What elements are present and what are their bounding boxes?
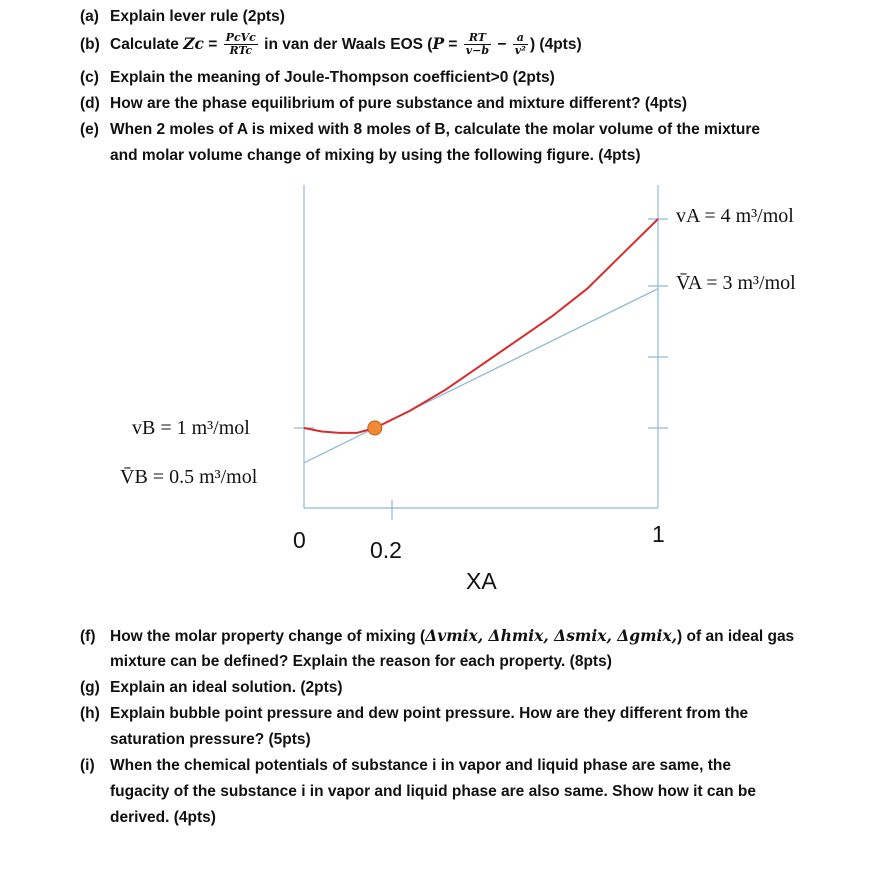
question-i-line2: fugacity of the substance i in vapor and liquid phase are also same. Show how it can be [110,783,756,800]
question-b: (b) Calculate Zc = $\frac{\text{PcVc}}{\text{RTc}}$ in van der Waals EOS (P = $\frac{RT}{v-b}$ − $\frac{a}{\text{v²}}$ ) (4pts) [80,31,582,58]
question-c: (c) Explain the meaning of Joule-Thompson coefficient>0 (2pts) [80,69,555,86]
question-i: (i) When the chemical potentials of substance i in vapor and liquid phase are same, the [80,757,732,774]
question-a: (a) Explain lever rule (2pts) [80,8,285,25]
a-fraction: $\frac{a}{\text{v²}}$ [514,31,526,58]
question-f-line2: mixture can be defined? Explain the reason for each property. (8pts) [110,653,612,670]
tick-label-1: 1 [652,521,665,547]
zc-fraction: $\frac{\text{PcVc}}{\text{RTc}}$ [225,31,256,58]
question-g: (g) Explain an ideal solution. (2pts) [80,679,343,696]
question-d: (d) How are the phase equilibrium of pure substance and mixture different? (4pts) [80,95,688,112]
label-vB: vB = 1 m³/mol [132,417,250,439]
question-h: (h) Explain bubble point pressure and dew point pressure. How are they different from the [80,705,749,722]
rt-fraction: $\frac{RT}{v-b}$ [465,31,490,58]
tick-label-0: 0 [293,527,306,553]
tangent-line [304,289,658,463]
label-VbarB: V̄B = 0.5 m³/mol [120,466,258,488]
label-VbarA: V̄A = 3 m³/mol [676,272,796,294]
question-e: (e) When 2 moles of A is mixed with 8 moles of B, calculate the molar volume of the mixture [80,121,760,138]
molar-volume-curve [304,219,658,433]
question-f: (f) How the molar property change of mixing (Δvmix, Δhmix, Δsmix, Δgmix,) of an ideal gas [80,626,795,645]
question-e-line2: and molar volume change of mixing by using the following figure. (4pts) [110,147,641,164]
tangent-point [368,421,382,435]
x-axis-label: XA [466,568,497,594]
question-h-line2: saturation pressure? (5pts) [110,731,311,748]
question-i-line3: derived. (4pts) [110,809,216,826]
tick-label-0.2: 0.2 [370,537,402,563]
label-vA: vA = 4 m³/mol [676,205,794,227]
